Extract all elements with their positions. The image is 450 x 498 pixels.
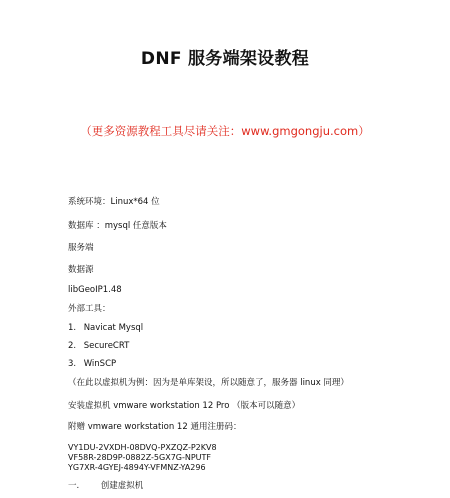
tool-item-winscp <box>68 359 116 370</box>
serial-code: VY1DU-2VXDH-08DVQ-PXZQZ-P2KV8 <box>68 443 217 452</box>
serial-code: VF58R-28D9P-0882Z-5GX7G-NPUTF <box>68 453 212 462</box>
database-line: 数据库 ：mysql 任意版本 <box>68 221 167 231</box>
install-vm-line: 安装虚拟机 vmware workstation 12 Pro （版本可以随意） <box>68 401 301 411</box>
libgeoip-line: libGeoIP1.48 <box>68 285 122 295</box>
tool-item-name: SecureCRT <box>83 341 130 351</box>
system-env-line: 系统环境：Linux*64 位 <box>68 197 160 207</box>
tool-item-name: Navicat Mysql <box>83 323 144 333</box>
serial-heading-line: 附赠 vmware workstation 12 通用注册码： <box>68 422 242 432</box>
tool-item-navicat <box>68 323 143 334</box>
vm-note-line: （在此以虚拟机为例：因为是单库架设，所以随意了，服务器 linux 同理） <box>68 378 349 388</box>
tool-item-name: WinSCP <box>83 359 117 369</box>
document-title: DNF 服务端架设教程 <box>140 49 310 69</box>
tool-item-number: 3. <box>68 359 77 369</box>
external-tools-line: 外部工具： <box>68 304 111 314</box>
tool-item-securecrt <box>68 341 129 352</box>
data-source-line: 数据源 <box>68 265 94 275</box>
serial-code: YG7XR-4GYEJ-4894Y-VFMNZ-YA296 <box>68 463 206 472</box>
section-number: 一. <box>68 481 80 491</box>
promo-link-text: （更多资源教程工具尽请关注：www.gmgongju.com） <box>80 124 370 138</box>
tool-item-number: 1. <box>68 323 77 333</box>
serial-code-block <box>68 443 217 473</box>
section-heading-create-vm <box>68 481 143 492</box>
server-line: 服务端 <box>68 243 94 253</box>
tool-item-number: 2. <box>68 341 77 351</box>
section-label: 创建虚拟机 <box>100 481 144 491</box>
